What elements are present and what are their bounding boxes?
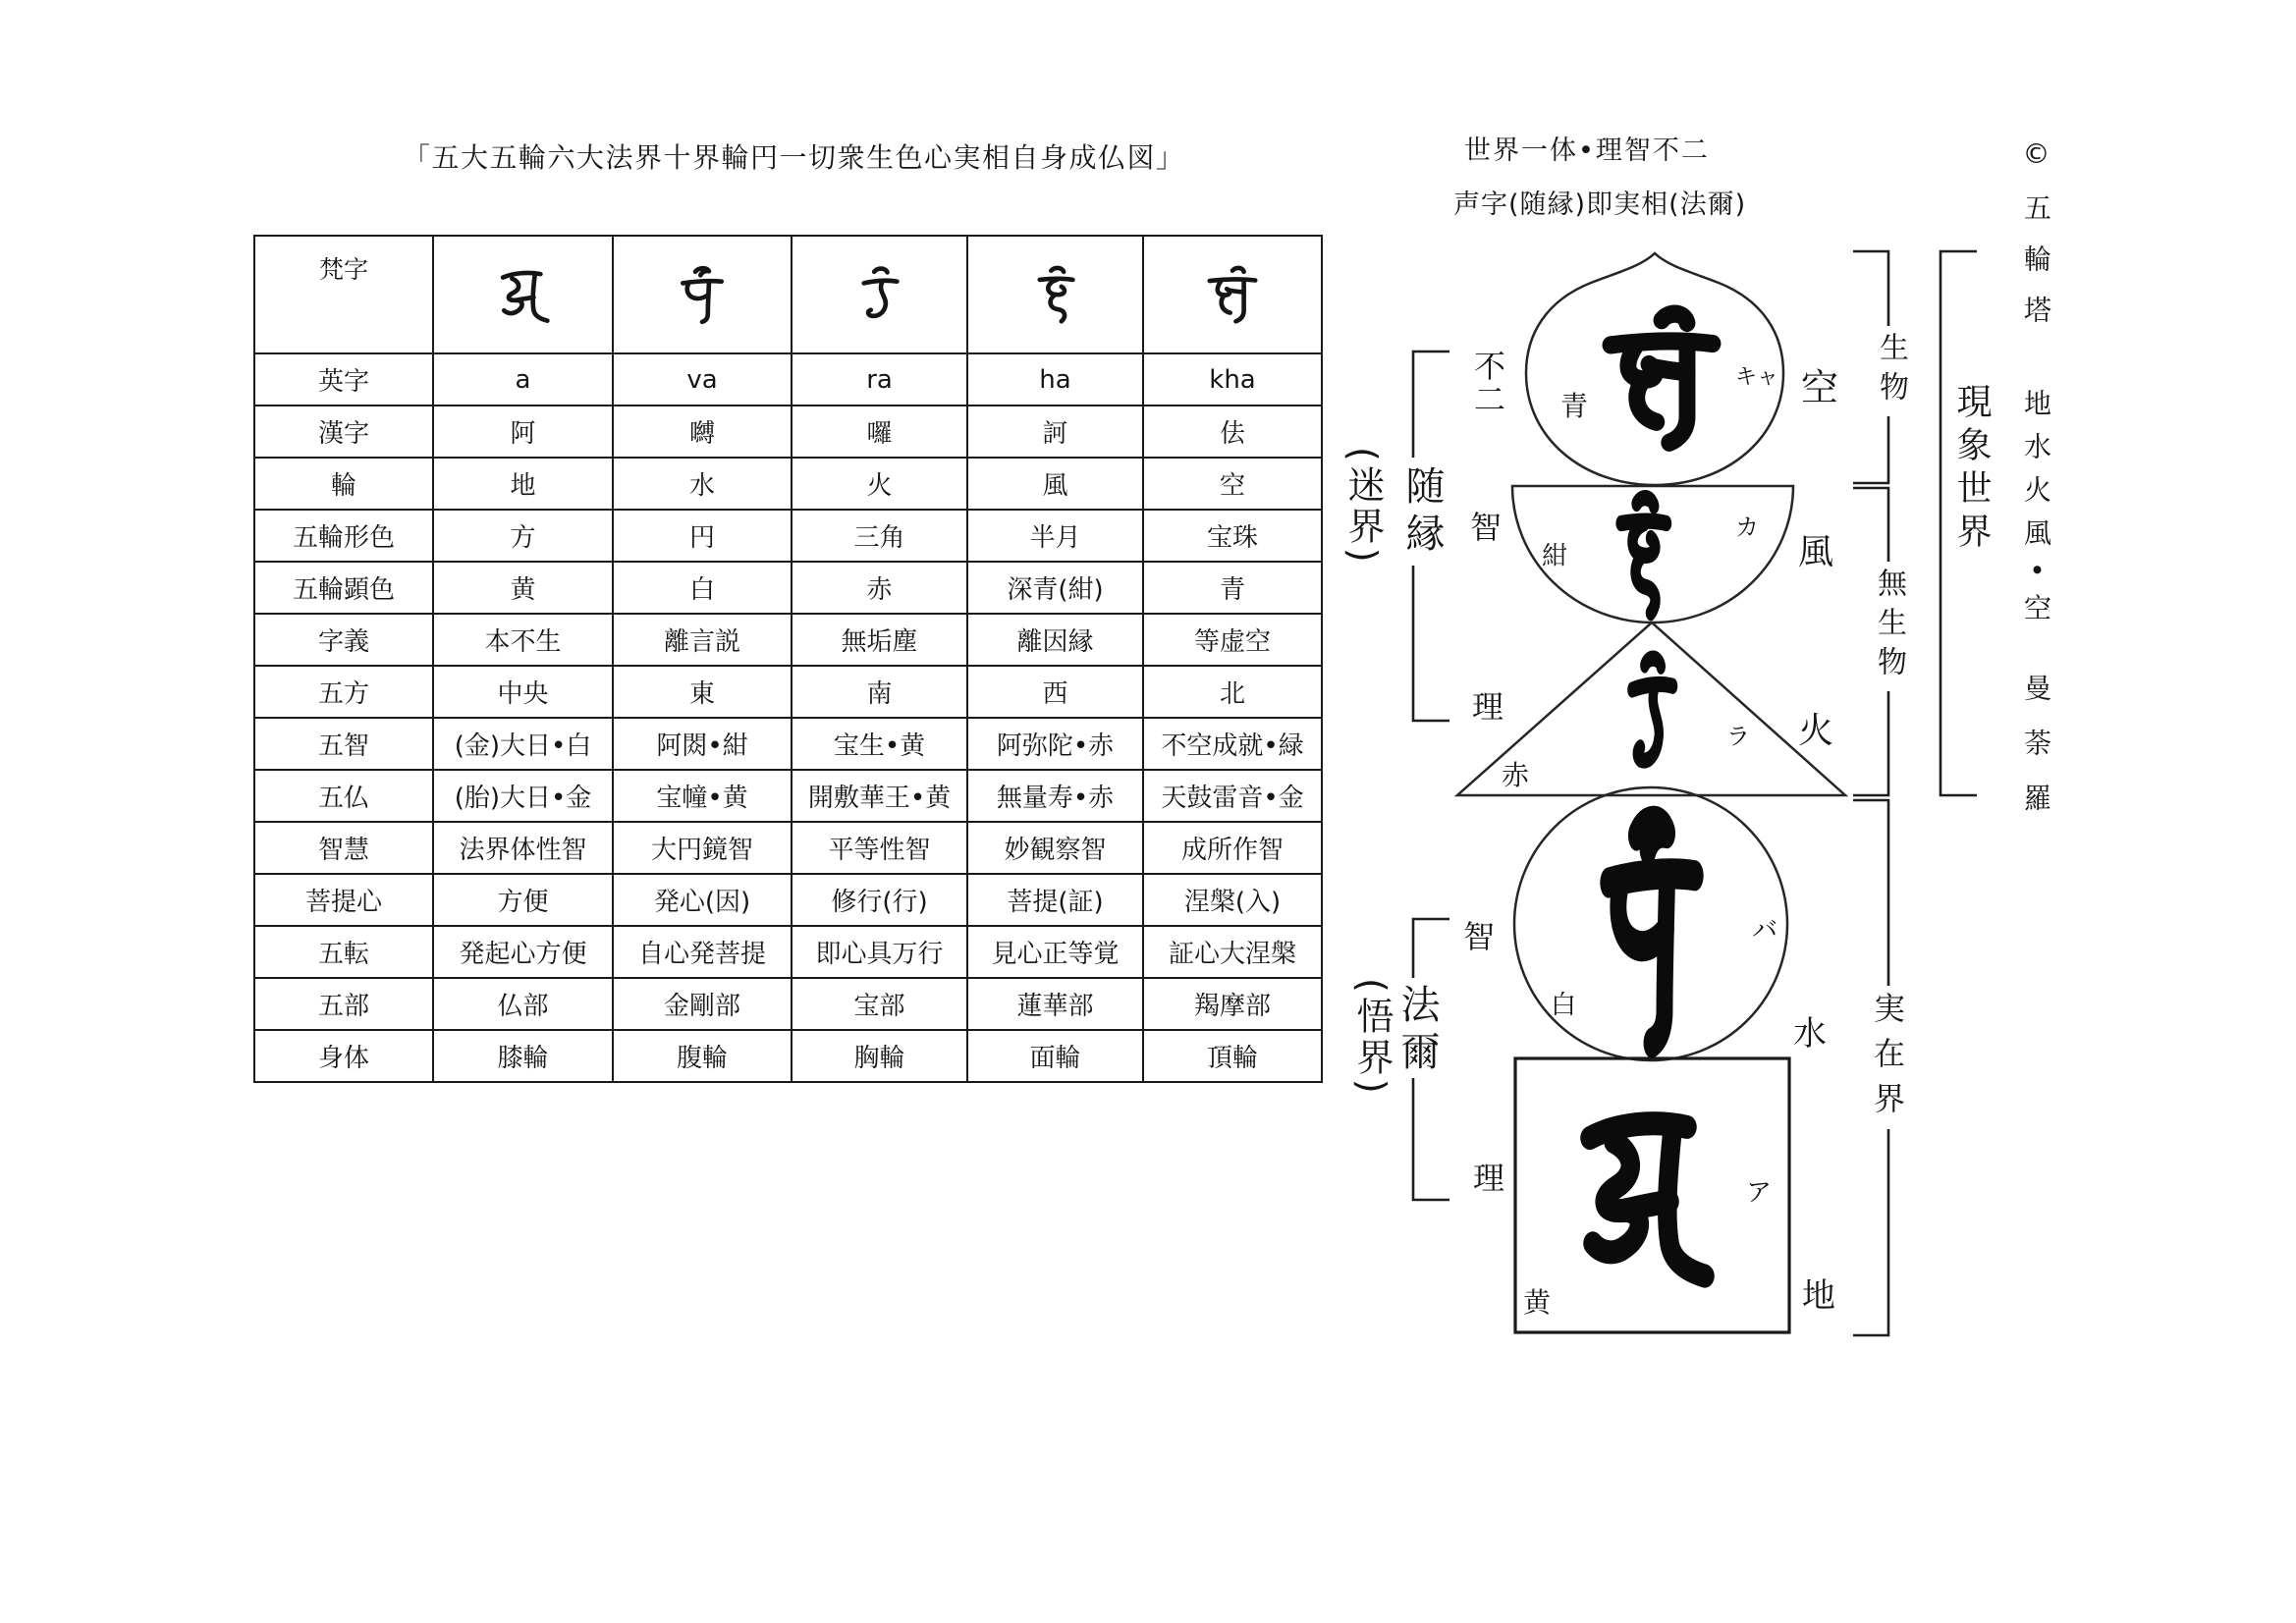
real-world-text: 実在界 bbox=[1869, 992, 1906, 1127]
jewel-side-label: 不二 bbox=[1469, 350, 1506, 416]
side-column-tower: ©五輪塔 bbox=[2020, 137, 2052, 347]
table-cell: 修行(行) bbox=[792, 874, 967, 926]
table-cell: 腹輪 bbox=[613, 1030, 792, 1082]
table-cell: 東 bbox=[613, 666, 792, 718]
table-cell: 水 bbox=[613, 458, 792, 510]
table-row bbox=[254, 718, 1322, 770]
siddham-ha-icon bbox=[1621, 498, 1667, 613]
row-label: 五方 bbox=[254, 666, 433, 718]
siddham-kha-icon bbox=[1611, 314, 1713, 443]
table-cell: 離言説 bbox=[613, 614, 792, 666]
row-label: 五部 bbox=[254, 978, 433, 1030]
table-cell: 離因縁 bbox=[967, 614, 1143, 666]
siddham-a-icon bbox=[495, 261, 552, 328]
lower-bracket-text: 法爾 bbox=[1394, 984, 1440, 1078]
triangle-side-label: 理 bbox=[1471, 688, 1504, 726]
jewel-syllable-label: キャ bbox=[1734, 365, 1779, 390]
header-glyph-cell bbox=[1143, 236, 1322, 353]
phenomenal-world-text: 現象世界 bbox=[1951, 383, 1992, 556]
square-side-label: 理 bbox=[1472, 1160, 1505, 1197]
siddham-kha-icon bbox=[1204, 261, 1261, 328]
table-row bbox=[254, 874, 1322, 926]
side-column-mandala: 曼荼羅 bbox=[2020, 674, 2052, 839]
row-label: 五智 bbox=[254, 718, 433, 770]
living-text: 生物 bbox=[1874, 332, 1908, 410]
lower-realm-text: (悟界) bbox=[1350, 978, 1394, 1098]
half-moon-syllable-label: カ bbox=[1735, 514, 1759, 541]
half-moon-side-label: 智 bbox=[1469, 509, 1503, 546]
table-cell: 証心大涅槃 bbox=[1143, 926, 1322, 978]
siddham-va-icon bbox=[1609, 821, 1695, 1043]
table-cell: 等虚空 bbox=[1143, 614, 1322, 666]
table-cell: ra bbox=[792, 353, 967, 406]
table-cell: a bbox=[433, 353, 613, 406]
table-cell: 仏部 bbox=[433, 978, 613, 1030]
table-cell: (金)大日•白 bbox=[433, 718, 613, 770]
table-cell: 三角 bbox=[792, 510, 967, 562]
circle-element-label: 水 bbox=[1793, 1014, 1827, 1054]
triangle-color-label: 赤 bbox=[1501, 759, 1530, 791]
row-label: 菩提心 bbox=[254, 874, 433, 926]
jewel-element-label: 空 bbox=[1800, 366, 1839, 409]
table-cell: 膝輪 bbox=[433, 1030, 613, 1082]
table-cell: 青 bbox=[1143, 562, 1322, 614]
circle-syllable-label: バ bbox=[1751, 916, 1778, 946]
table-cell: 菩提(証) bbox=[967, 874, 1143, 926]
jewel-color-label: 青 bbox=[1559, 390, 1589, 422]
table-cell: 空 bbox=[1143, 458, 1322, 510]
table-cell: 赤 bbox=[792, 562, 967, 614]
table-cell: 発起心方便 bbox=[433, 926, 613, 978]
table-cell: 羯摩部 bbox=[1143, 978, 1322, 1030]
table-cell: 胸輪 bbox=[792, 1030, 967, 1082]
nonliving-text: 無生物 bbox=[1872, 568, 1906, 685]
table-cell: 火 bbox=[792, 458, 967, 510]
row-label: 漢字 bbox=[254, 406, 433, 458]
table-cell: 深青(紺) bbox=[967, 562, 1143, 614]
table-row bbox=[254, 926, 1322, 978]
table-row bbox=[254, 978, 1322, 1030]
siddham-ra-icon bbox=[1632, 659, 1673, 761]
table-row bbox=[254, 406, 1322, 458]
table-cell: 成所作智 bbox=[1143, 822, 1322, 874]
row-label: 五輪顕色 bbox=[254, 562, 433, 614]
table-cell: 面輪 bbox=[967, 1030, 1143, 1082]
header-glyph-cell bbox=[967, 236, 1143, 353]
table-row bbox=[254, 353, 1322, 406]
row-label: 智慧 bbox=[254, 822, 433, 874]
half-moon-color-label: 紺 bbox=[1541, 542, 1568, 571]
table-cell: 北 bbox=[1143, 666, 1322, 718]
table-cell: 方便 bbox=[433, 874, 613, 926]
table-cell: 発心(因) bbox=[613, 874, 792, 926]
five-elements-table bbox=[253, 235, 1323, 1083]
side-column-elements: 地水火風•空 bbox=[2020, 389, 2052, 637]
table-cell: 中央 bbox=[433, 666, 613, 718]
upper-realm-text: (迷界) bbox=[1341, 447, 1385, 567]
table-cell: 黄 bbox=[433, 562, 613, 614]
header-glyph-cell bbox=[433, 236, 613, 353]
table-cell: 半月 bbox=[967, 510, 1143, 562]
row-label: 身体 bbox=[254, 1030, 433, 1082]
table-row bbox=[254, 458, 1322, 510]
table-cell: 阿弥陀•赤 bbox=[967, 718, 1143, 770]
square-color-label: 黄 bbox=[1522, 1286, 1552, 1319]
table-cell: 開敷華王•黄 bbox=[792, 770, 967, 822]
table-cell: 宝珠 bbox=[1143, 510, 1322, 562]
row-label: 五仏 bbox=[254, 770, 433, 822]
table-cell: 嚩 bbox=[613, 406, 792, 458]
table-cell: 白 bbox=[613, 562, 792, 614]
table-cell: 囉 bbox=[792, 406, 967, 458]
header-glyph-cell bbox=[613, 236, 792, 353]
table-row bbox=[254, 666, 1322, 718]
header-glyph-cell bbox=[792, 236, 967, 353]
siddham-a-icon bbox=[1590, 1123, 1705, 1275]
table-cell: va bbox=[613, 353, 792, 406]
table-cell: 頂輪 bbox=[1143, 1030, 1322, 1082]
table-cell: 平等性智 bbox=[792, 822, 967, 874]
row-label: 輪 bbox=[254, 458, 433, 510]
table-row bbox=[254, 510, 1322, 562]
table-cell: 不空成就•緑 bbox=[1143, 718, 1322, 770]
table-cell: 風 bbox=[967, 458, 1143, 510]
table-row bbox=[254, 1030, 1322, 1082]
table-cell: 無垢塵 bbox=[792, 614, 967, 666]
row-label: 五転 bbox=[254, 926, 433, 978]
table-cell: 金剛部 bbox=[613, 978, 792, 1030]
table-cell: 法界体性智 bbox=[433, 822, 613, 874]
row-label: 五輪形色 bbox=[254, 510, 433, 562]
table-cell: 訶 bbox=[967, 406, 1143, 458]
table-cell: 即心具万行 bbox=[792, 926, 967, 978]
table-cell: 涅槃(入) bbox=[1143, 874, 1322, 926]
table-row bbox=[254, 822, 1322, 874]
half-moon-element-label: 風 bbox=[1797, 532, 1834, 572]
table-cell: 天鼓雷音•金 bbox=[1143, 770, 1322, 822]
table-cell: (胎)大日•金 bbox=[433, 770, 613, 822]
table-cell: kha bbox=[1143, 353, 1322, 406]
siddham-ra-icon bbox=[851, 261, 908, 328]
table-cell: 方 bbox=[433, 510, 613, 562]
upper-bracket-text: 随縁 bbox=[1399, 465, 1445, 560]
table-cell: 地 bbox=[433, 458, 613, 510]
table-cell: 南 bbox=[792, 666, 967, 718]
table-cell: 見心正等覚 bbox=[967, 926, 1143, 978]
document-title: 「五大五輪六大法界十界輪円一切衆生色心実相自身成仏図」 bbox=[403, 141, 1185, 174]
table-row bbox=[254, 562, 1322, 614]
table-cell: 佉 bbox=[1143, 406, 1322, 458]
table-cell: 無量寿•赤 bbox=[967, 770, 1143, 822]
table-row bbox=[254, 614, 1322, 666]
siddham-va-icon bbox=[674, 261, 731, 328]
square-element-label: 地 bbox=[1802, 1276, 1835, 1316]
header-label-siddham: 梵字 bbox=[254, 236, 433, 353]
table-header-row bbox=[254, 236, 1322, 353]
triangle-syllable-label: ラ bbox=[1726, 723, 1750, 750]
table-cell: 自心発菩提 bbox=[613, 926, 792, 978]
row-label: 英字 bbox=[254, 353, 433, 406]
table-cell: 蓮華部 bbox=[967, 978, 1143, 1030]
table-cell: 本不生 bbox=[433, 614, 613, 666]
siddham-ha-icon bbox=[1027, 261, 1084, 328]
table-cell: 円 bbox=[613, 510, 792, 562]
table-row bbox=[254, 770, 1322, 822]
table-cell: 宝幢•黄 bbox=[613, 770, 792, 822]
square-syllable-label: ア bbox=[1745, 1178, 1773, 1208]
table-cell: ha bbox=[967, 353, 1143, 406]
table-cell: 妙観察智 bbox=[967, 822, 1143, 874]
table-cell: 阿 bbox=[433, 406, 613, 458]
table-cell: 西 bbox=[967, 666, 1143, 718]
table-cell: 宝生•黄 bbox=[792, 718, 967, 770]
diagram-heading-1: 世界一体•理智不二 bbox=[1464, 135, 1710, 166]
table-cell: 阿閦•紺 bbox=[613, 718, 792, 770]
table-cell: 大円鏡智 bbox=[613, 822, 792, 874]
row-label: 字義 bbox=[254, 614, 433, 666]
table-cell: 宝部 bbox=[792, 978, 967, 1030]
diagram-heading-2: 声字(随縁)即実相(法爾) bbox=[1453, 189, 1747, 220]
circle-side-label: 智 bbox=[1462, 918, 1496, 955]
circle-color-label: 白 bbox=[1550, 991, 1577, 1020]
triangle-element-label: 火 bbox=[1797, 711, 1834, 751]
